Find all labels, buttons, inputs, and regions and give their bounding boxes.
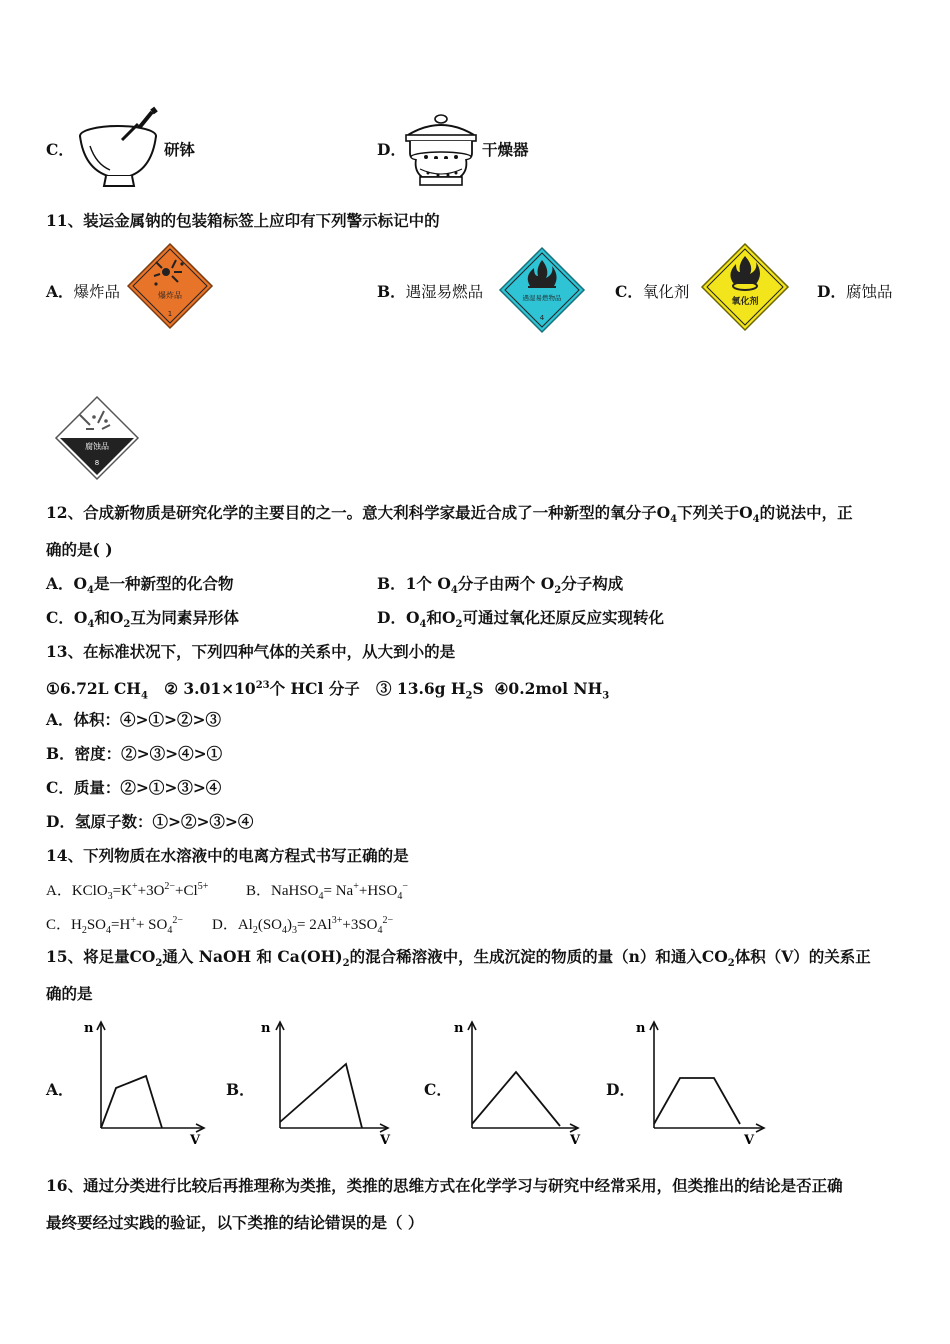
corrosive-sign-num: 8 <box>94 459 100 467</box>
q10-optD-letter: D． <box>377 140 406 159</box>
q15-graphD-ylabel: n <box>636 1021 646 1036</box>
q11-stem: 11、装运金属钠的包装箱标签上应印有下列警示标记中的 <box>46 211 440 230</box>
q15-graphB-xlabel: V <box>380 1133 391 1148</box>
q12-stem-line2: 确的是( ) <box>46 540 113 559</box>
q16-line2: 最终要经过实践的验证，以下类推的结论错误的是（ ） <box>46 1213 424 1232</box>
q15-graphB-letter: B． <box>226 1080 255 1099</box>
corrosive-sign-text: 腐蚀品 <box>85 442 109 451</box>
q15-stem-line2: 确的是 <box>46 984 93 1003</box>
q11-optA-label: 爆炸品 <box>73 283 121 301</box>
q15-graphD <box>634 1016 770 1148</box>
explosive-sign-num: 1 <box>167 310 173 318</box>
q11-optC-letter: C． <box>615 282 643 301</box>
q11-optC-label: 氧化剂 <box>642 283 690 301</box>
q14-optD: D．$Al_2(SO_4)_3= 2Al^{3+}+3SO_4^{2-}$ <box>212 915 394 936</box>
q15-stem-line1: 15、将足量$CO_2$通入 NaOH 和 $Ca(OH)_2$的混合稀溶液中，生成沉淀的物质的量（n）和通入$CO_2$体积（V）的关系正 <box>46 947 871 970</box>
q15-graphA <box>80 1016 210 1148</box>
q12-optA: A．$O_4$是一种新型的化合物 <box>46 574 234 597</box>
explosive-sign-icon <box>126 242 214 330</box>
q15-graphC-letter: C． <box>424 1080 452 1099</box>
q13-items: ①6.72L $CH_4$ ② $3.01\times 10^{23}$个 HCl 分子 ③ 13.6g $H_2S$ ④0.2mol $NH_3$ <box>46 679 610 702</box>
q10-optC-letter: C． <box>46 140 74 159</box>
q15-graphC-ylabel: n <box>454 1021 464 1036</box>
q15-graphA-letter: A． <box>46 1080 74 1099</box>
q11-optB-letter: B． <box>377 282 406 301</box>
q13-optD: D．氢原子数：①>②>③>④ <box>46 812 254 831</box>
q15-graphA-ylabel: n <box>84 1021 94 1036</box>
q11-optD-label: 腐蚀品 <box>845 283 893 301</box>
q14-optC: C．$H_2SO_4=H^++ SO_4^{2-}$ <box>46 915 183 936</box>
q15-graphD-xlabel: V <box>744 1133 755 1148</box>
q12-stem-line1: 12、合成新物质是研究化学的主要目的之一。意大利科学家最近合成了一种新型的氧分子$O_4$下列关于$O_4$的说法中，正 <box>46 503 853 526</box>
q14-optB: B．NaHSO$_4$= $Na^++HSO_4^-$ <box>246 881 408 902</box>
desiccator-icon <box>404 113 478 189</box>
q11-optA-letter: A． <box>46 282 74 301</box>
wet-sign-num: 4 <box>539 314 545 322</box>
q12-optD: D．$O_4$和$O_2$可通过氧化还原反应实现转化 <box>377 608 664 631</box>
q13-optC: C．质量：②>①>③>④ <box>46 778 222 797</box>
q15-graphC <box>452 1016 584 1148</box>
q10-optC-label: 研钵 <box>164 140 196 159</box>
dangerous-when-wet-sign-icon <box>498 246 586 334</box>
q16-line1: 16、通过分类进行比较后再推理称为类推，类推的思维方式在化学学习与研究中经常采用，但类推出的结论是否正确 <box>46 1176 843 1195</box>
q14-stem: 14、下列物质在水溶液中的电离方程式书写正确的是 <box>46 846 409 865</box>
q15-graphC-xlabel: V <box>570 1133 581 1148</box>
corrosive-sign-icon <box>54 395 140 481</box>
wet-sign-text: 遇湿易燃物品 <box>522 294 562 302</box>
q15-graphD-letter: D． <box>606 1080 635 1099</box>
q10-optD-label: 干燥器 <box>482 140 529 159</box>
oxidizer-sign-icon <box>700 242 790 332</box>
q14-optA: A．$KClO_3=K^++3O^{2-}+Cl^{5+}$ <box>46 881 209 902</box>
q12-optC: C．$O_4$和$O_2$互为同素异形体 <box>46 608 239 631</box>
oxidizer-sign-text: 氧化剂 <box>731 297 759 307</box>
q12-optB: B．1个 $O_4$分子由两个 $O_2$分子构成 <box>377 574 624 597</box>
q13-optA: A．体积：④>①>②>③ <box>46 710 221 729</box>
explosive-sign-text: 爆炸品 <box>158 291 182 300</box>
q15-graphB-ylabel: n <box>261 1021 271 1036</box>
q15-graphA-xlabel: V <box>190 1133 201 1148</box>
q13-optB: B．密度：②>③>④>① <box>46 744 223 763</box>
q13-stem: 13、在标准状况下，下列四种气体的关系中，从大到小的是 <box>46 642 456 661</box>
mortar-pestle-icon <box>76 106 160 188</box>
q11-optD-letter: D． <box>817 282 846 301</box>
q11-optB-label: 遇湿易燃品 <box>405 283 484 301</box>
q15-graphB <box>258 1016 394 1148</box>
